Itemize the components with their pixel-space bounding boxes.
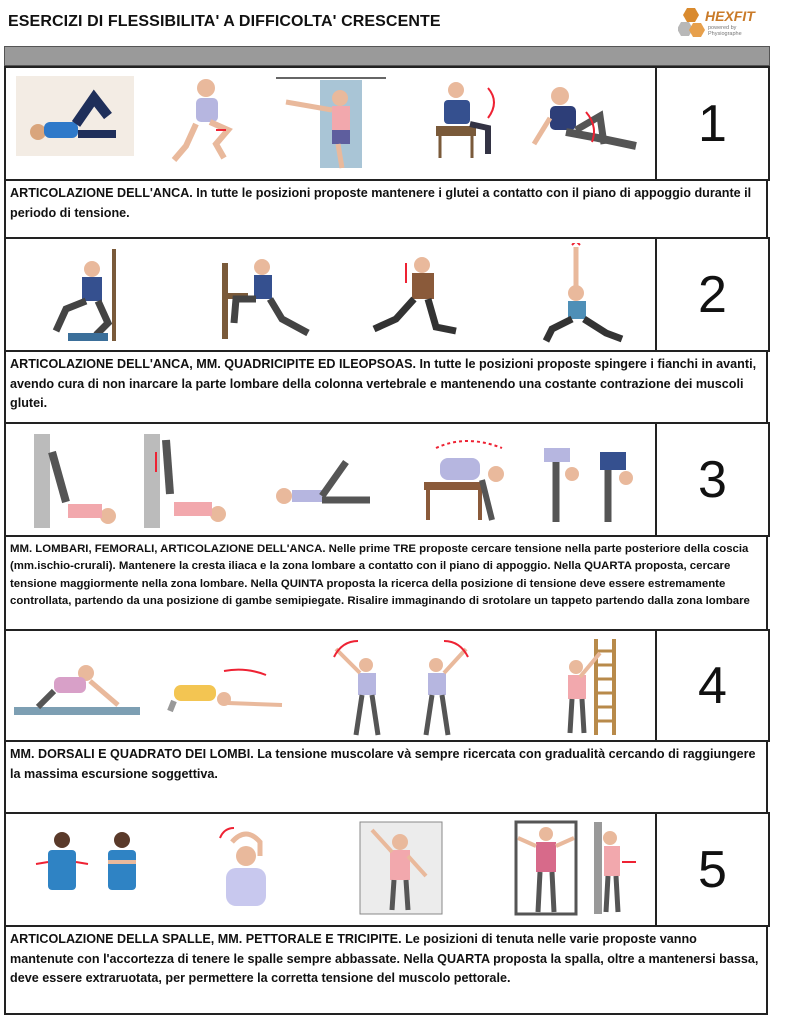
stretch-illustration [46, 249, 126, 345]
page-header [4, 0, 770, 46]
stretch-illustration [526, 82, 646, 162]
exercise-number: 4 [698, 656, 727, 715]
page-title: ESERCIZI DI FLESSIBILITA' A DIFFICOLTA' CRESCENTE [8, 13, 441, 30]
exercise-description: MM. DORSALI E QUADRATO DEI LOMBI. La tensione muscolare và sempre ricercata con gradualità cercando di raggiungere la massima escursione soggettiva. [4, 742, 768, 812]
stretch-illustration [158, 665, 288, 715]
stretch-illustration [136, 432, 226, 530]
stretch-illustration [166, 74, 246, 164]
header-bar [4, 46, 770, 66]
stretch-illustration [536, 440, 656, 524]
exercise-row-3 [4, 422, 770, 537]
exercise-description: ARTICOLAZIONE DELL'ANCA. In tutte le posizioni proposte mantenere i glutei a contatto con il piano di appoggio durante il periodo di tensione. [4, 181, 768, 237]
stretch-illustration [266, 454, 376, 514]
exercise-description: ARTICOLAZIONE DELLA SPALLE, MM. PETTORALE E TRICIPITE. Le posizioni di tenuta nelle varie proposte vanno mantenute con l'accortezza di tenere le spalle sempre abbassate. Nella QUARTA proposta la spalla, oltre a mantenersi bassa, deve essere extraruotata, per permettere la corretta tensione del muscolo pettorale. [4, 927, 768, 1015]
exercise-illustrations [6, 239, 657, 350]
exercise-illustrations [6, 631, 657, 740]
exercise-illustrations [6, 424, 657, 535]
stretch-illustration [16, 76, 134, 156]
exercise-row-5 [4, 812, 770, 927]
hexfit-logo [678, 6, 774, 42]
stretch-illustration [366, 253, 462, 343]
hexfit-logo-icon [678, 6, 708, 40]
logo-name: HEXFIT [705, 8, 755, 24]
exercise-row-1 [4, 66, 770, 181]
exercise-row-4 [4, 629, 770, 742]
logo-tagline: powered by [708, 25, 737, 31]
stretch-illustration [426, 78, 506, 162]
exercise-row-2 [4, 237, 770, 352]
stretch-illustration [536, 243, 626, 347]
stretch-illustration [416, 434, 516, 526]
logo-tagline: Physiographe [708, 31, 742, 37]
stretch-illustration [32, 828, 152, 908]
stretch-illustration [14, 657, 140, 717]
stretch-illustration [512, 818, 642, 918]
stretch-illustration [206, 826, 286, 912]
exercise-number: 3 [698, 450, 727, 509]
stretch-illustration [216, 253, 312, 343]
exercise-description: MM. LOMBARI, FEMORALI, ARTICOLAZIONE DELL'ANCA. Nelle prime TRE proposte cercare tensione nella parte posteriore della coscia (mm.ischio-crurali). Mantenere la cresta iliaca e la zona lombare a contatto con il piano di appoggio. Nella QUARTA proposta, cercare tensione maggiormente nella zona lombare. Nella QUINTA proposta la ricerca della posizione di tensione deve essere estremamente controllata, partendo da una posizione di gambe semipiegate. Risalire immaginando di srotolare un tappeto partendo dalla zona lombare [4, 537, 768, 629]
stretch-illustration [26, 432, 116, 530]
exercise-number: 1 [698, 94, 727, 153]
exercise-description: ARTICOLAZIONE DELL'ANCA, MM. QUADRICIPITE ED ILEOPSOAS. In tutte le posizioni proposte spingere i fianchi in avanti, avendo cura di non inarcare la parte lombare della colonna vertebrale e mantenendo una costante contrazione dei muscoli glutei. [4, 352, 768, 422]
exercise-number: 2 [698, 265, 727, 324]
stretch-illustration [358, 820, 444, 916]
exercise-illustrations [6, 68, 657, 179]
stretch-illustration [326, 637, 476, 737]
exercise-illustrations [6, 814, 657, 925]
stretch-illustration [276, 74, 386, 170]
stretch-illustration [554, 637, 624, 737]
exercise-number: 5 [698, 840, 727, 899]
